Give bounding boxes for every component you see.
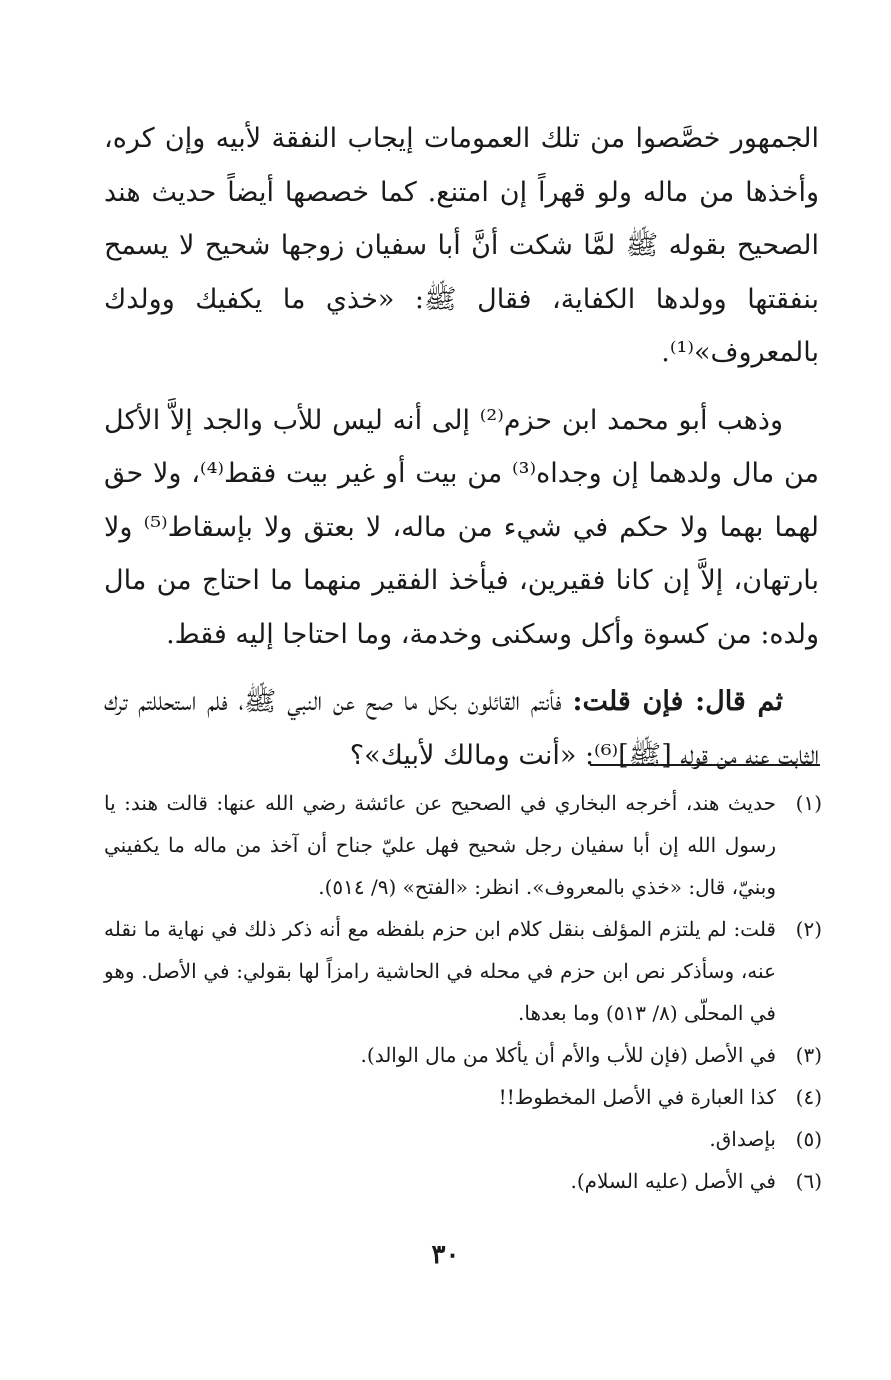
footnote-1	[104, 782, 822, 908]
footnote-4	[104, 1076, 822, 1118]
footnote-6	[104, 1160, 822, 1202]
paragraph-3-rest: فأنتم القائلون بكل ما صح عن النبي ﷺ، فلم استحللتم ترك الثابت عنه من قوله [ﷺ]⁽⁶⁾: «أنت ومالك لأبيك»؟	[104, 686, 819, 771]
footnote-text: بإصداق.	[709, 1127, 776, 1151]
footnote-divider	[590, 764, 820, 766]
footnote-text: كذا العبارة في الأصل المخطوط!!	[498, 1085, 776, 1109]
footnote-number: (٢)	[795, 917, 822, 941]
footnotes	[104, 782, 822, 1202]
footnote-5	[104, 1118, 822, 1160]
footnote-number: (٥)	[795, 1127, 822, 1151]
footnote-number: (٦)	[795, 1169, 822, 1193]
footnote-text: في الأصل (عليه السلام).	[570, 1169, 776, 1193]
footnote-number: (٤)	[795, 1085, 822, 1109]
paragraph-1: الجمهور خصَّصوا من تلك العمومات إيجاب النفقة لأبيه وإن كره، وأخذها من ماله ولو قهراً إن امتنع. كما خصصها أيضاً حديث هند الصحيح بقوله ﷺ لمَّا شكت أنَّ أبا سفيان زوجها شحيح لا يسمح بنفقتها وولدها الكفاية، فقال ﷺ: «خذي ما يكفيك وولدك بالمعروف»⁽¹⁾.	[104, 123, 819, 368]
main-text	[104, 112, 819, 782]
page-number: ٣٠	[431, 1240, 460, 1270]
paragraph-2: وذهب أبو محمد ابن حزم⁽²⁾ إلى أنه ليس للأب والجد إلاَّ الأكل من مال ولدهما إن وجداه⁽³⁾ من بيت أو غير بيت فقط⁽⁴⁾، ولا حق لهما بهما ولا حكم في شيء من ماله، لا بعتق ولا بإسقاط⁽⁵⁾ ولا بارتهان، إلاَّ إن كانا فقيرين، فيأخذ الفقير منهما ما احتاج من مال ولده: من كسوة وأكل وسكنى وخدمة، وما احتاجا إليه فقط.	[104, 404, 819, 650]
footnote-2	[104, 908, 822, 1034]
footnote-number: (٣)	[795, 1043, 822, 1067]
paragraph-3-lead: ثم قال: فإن قلت:	[572, 686, 783, 717]
footnote-text: قلت: لم يلتزم المؤلف بنقل كلام ابن حزم بلفظه مع أنه ذكر ذلك في نهاية ما نقله عنه، وسأذكر نص ابن حزم في محله في الحاشية رامزاً لها بقولي: في الأصل. وهو في المحلّى (٨/ ٥١٣) وما بعدها.	[104, 917, 777, 1025]
footnote-text: في الأصل (فإن للأب والأم أن يأكلا من مال الوالد).	[360, 1043, 776, 1067]
footnote-text: حديث هند، أخرجه البخاري في الصحيح عن عائشة رضي الله عنها: قالت هند: يا رسول الله إن أبا سفيان رجل شحيح فهل عليّ جناح أن آخذ من ماله ما يكفيني وبنيّ، قال: «خذي بالمعروف». انظر: «الفتح» (٩/ ٥١٤).	[104, 791, 776, 899]
footnote-3	[104, 1034, 822, 1076]
footnote-number: (١)	[795, 791, 822, 815]
